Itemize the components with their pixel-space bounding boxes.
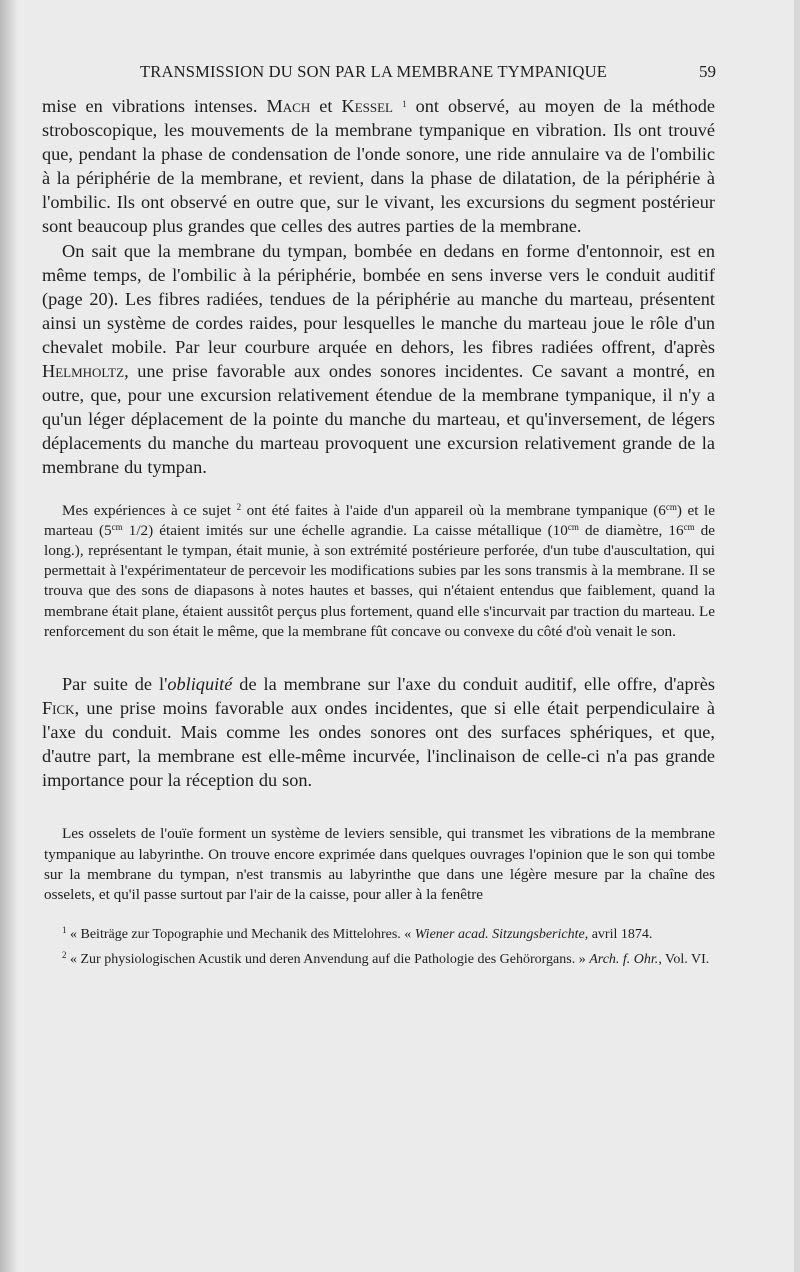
paragraph-obliquite bbox=[42, 672, 715, 792]
small-paragraph-experiments bbox=[44, 501, 715, 642]
small-paragraph-text: de diamètre, 16 bbox=[578, 521, 684, 539]
author-name: Kessel bbox=[341, 96, 394, 116]
paragraph-text: ont observé, au moyen de la méthode stroboscopique, les mouvements de la membrane tympanique en vibration. Ils ont trouvé que, pendant la phase de condensation de l'onde sonore, une ride annulaire va de l'ombilic à la périphérie de la membrane, et revient, dans la phase de dilatation, de la périphérie à l'ombilic. Ils ont observé en outre que, sur le vivant, les excursions du segment postérieur sont beaucoup plus grandes que celles des autres parties de la membrane. bbox=[42, 96, 715, 237]
emphasized-word: obliquité bbox=[167, 673, 233, 694]
unit-superscript: cm bbox=[683, 521, 695, 532]
footnote-source: Wiener acad. Sitzungsberichte bbox=[414, 927, 585, 943]
paragraph-text: et bbox=[319, 96, 333, 116]
footnote-reference: 2 bbox=[236, 501, 242, 512]
paragraph-text: Par suite de l' bbox=[62, 673, 168, 694]
page-spine-shadow bbox=[0, 0, 18, 1272]
small-paragraph-text: 1/2) étaient imités sur une échelle agrandie. La caisse métallique (10 bbox=[122, 521, 568, 539]
running-header bbox=[40, 62, 720, 86]
author-name: Helmholtz bbox=[42, 361, 125, 382]
footnotes bbox=[42, 925, 715, 969]
paragraph-text: , une prise favorable aux ondes sonores incidentes. Ce savant a montré, en outre, que, pour une excursion relativement étendue de la membrane tympanique, il n'y a qu'un léger déplacement de la pointe du manche du marteau, et qu'inversement, de légers déplacements du manche du marteau provoquent une excursion relativement grande de la membrane du tympan. bbox=[42, 361, 715, 478]
small-paragraph-text: ) et le marteau (5 bbox=[44, 501, 716, 539]
unit-superscript: cm bbox=[111, 521, 123, 532]
unit-superscript: cm bbox=[567, 521, 579, 532]
footnote-reference: 1 bbox=[402, 99, 407, 109]
footnote-source: Arch. f. Ohr. bbox=[589, 952, 659, 968]
footnote-text: « Zur physiologischen Acustik und deren Anvendung auf die Pathologie des Gehörorgans. » bbox=[70, 952, 586, 968]
author-name: Mach bbox=[266, 96, 311, 116]
footnote-1 bbox=[44, 925, 715, 944]
paragraph-text: de la membrane sur l'axe du conduit auditif, elle offre, d'après bbox=[232, 673, 715, 694]
footnote-text: , avril 1874. bbox=[584, 927, 653, 943]
footnote-text: « Beiträge zur Topographie und Mechanik des Mittelohres. « bbox=[70, 927, 412, 943]
paragraph-text: On sait que la membrane du tympan, bombée en dedans en forme d'entonnoir, est en même temps, de l'ombilic à la périphérie, bombée en sens inverse vers le conduit auditif (page 20). Les fibres radiées, tendues de la périphérie au manche du marteau, présentent ainsi un système de cordes raides, pour lesquelles le manche du marteau joue le rôle d'un chevalet mobile. Par leur courbure arquée en dehors, les fibres radiées offrent, d'après bbox=[42, 240, 715, 357]
paragraph-text: , une prise moins favorable aux ondes incidentes, que si elle était perpendiculaire à l'axe du conduit. Mais comme les ondes sonores ont des surfaces sphériques, et que, d'autre part, la membrane est elle-même incurvée, l'inclinaison de celle-ci n'a pas grande importance pour la réception du son. bbox=[42, 698, 715, 791]
paragraph-mach-kessel bbox=[42, 94, 715, 239]
page-number: 59 bbox=[699, 62, 716, 81]
footnote-marker: 1 bbox=[62, 925, 67, 936]
footnote-marker: 2 bbox=[62, 950, 67, 961]
small-paragraph-osselets: Les osselets de l'ouïe forment un système de leviers sensible, qui transmet les vibrations de la membrane tympanique au labyrinthe. On trouve encore exprimée dans quelques ouvrages l'opinion que le son qui tombe sur la membrane du tympan, n'est transmis au labyrinthe que dans une légère mesure par la chaîne des osselets, et qu'il passe surtout par l'air de la caisse, pour aller à la fenêtre bbox=[44, 825, 715, 903]
unit-superscript: cm bbox=[665, 501, 677, 512]
small-paragraph-text: Mes expériences à ce sujet bbox=[62, 501, 231, 519]
footnote-2 bbox=[44, 950, 715, 969]
small-paragraph-text: ont été faites à l'aide d'un appareil où la membrane tympanique (6 bbox=[246, 501, 666, 519]
running-title: TRANSMISSION DU SON PAR LA MEMBRANE TYMPANIQUE bbox=[140, 62, 608, 81]
paragraph-helmholtz bbox=[42, 239, 715, 480]
author-name: Fick bbox=[42, 698, 75, 719]
paragraph-text: mise en vibrations intenses. bbox=[42, 96, 258, 116]
page-edge bbox=[794, 0, 800, 1272]
page-body bbox=[42, 94, 715, 969]
small-paragraph-text: de long.), représentant le tympan, était munie, à son extrémité postérieure perforée, d'un tube d'auscultation, qui permettait à l'expérimentateur de percevoir les modifications subies par les sons transmis à la membrane. Il se trouva que des sons de diapasons à notes hautes et basses, qui n'étaient entendus que faiblement, quand la membrane était plane, étaient aussitôt perçus plus fortement, quand elle s'incurvait par traction du marteau. Le renforcement du son était le même, que la membrane fût concave ou convexe du côté d'où venait le son. bbox=[44, 521, 715, 640]
footnote-text: , Vol. VI. bbox=[658, 952, 710, 968]
